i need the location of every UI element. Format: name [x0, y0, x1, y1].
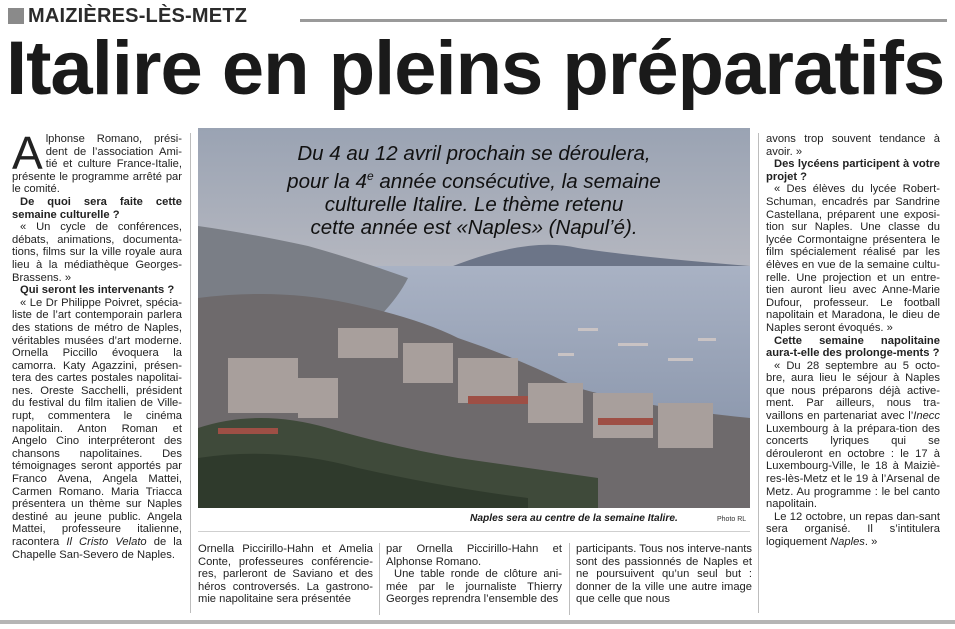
question-1: De quoi sera faite cette semaine culturelle ? [12, 195, 182, 221]
answer-4-pre: « Du 28 septembre au 5 octo-bre, aura lieu le séjour à Naples que nous préparons déjà active-ment. Par ailleurs, nous tra-vaillons en partenariat avec l’ [766, 359, 940, 423]
answer-3: « Des élèves du lycée Robert-Schuman, encadrés par Sandrine Castellana, préparent une exposi-tion sur Naples. Une classe du lycée Cormontaigne présentera le film spécialement réalisé par les élèves en vue de la semaine cultu-relle. Une projection et un entre-tien auront lieu avec Anne-Marie Dufour, professeur. Le football napolitain et Maradona, le dieu de Naples seront évoqués. » [766, 183, 940, 334]
photo [198, 128, 750, 508]
overlay-line-2-post: année consécutive, la semaine [373, 170, 661, 193]
photo-overlay-text [198, 142, 750, 239]
column-rule [379, 543, 380, 615]
column-4-text: participants. Tous nos interve-nants sont des passionnés de Naples et ne poursuivent qu’un seul but : donner de la ville une autre image que celle que nous [576, 543, 752, 606]
answer-4-post: Luxembourg à la prépara-tion des concerts lyriques qui se dérouleront en octobre : le 17 à Luxembourg-Ville, le 18 à Maiziè-res-lès-Metz et le 19 à l’Arsenal de Metz. Au programme : le bel canto napolitain. [766, 422, 940, 511]
intro-text: lphonse Romano, prési-dent de l’association Ami-tié et culture France-Italie, présente le programme arrêté par le comité. [12, 133, 182, 196]
question-3: Des lycéens participent à votre projet ? [766, 158, 940, 183]
column-2-text: Ornella Piccirillo-Hahn et Amelia Conte, professeures conférencie-res, parleront de Saviano et des héros controversés. La gastrono-mie napolitaine sera présentée [198, 543, 373, 606]
column-3-text-2: Une table ronde de clôture ani-mée par le journaliste Thierry Georges reprendra l’ensemble des [386, 568, 562, 606]
headline: Italire en pleins préparatifs [6, 26, 945, 111]
kicker-text: MAIZIÈRES-LÈS-METZ [28, 5, 248, 27]
column-rule [569, 543, 570, 615]
article-column-5 [766, 133, 940, 549]
answer-2-end: de la Chapelle San-Severo de Naples. [12, 536, 182, 561]
answer-1: « Un cycle de conférences, débats, animations, documenta-tions, films sur la ville royale aura lieu à la médiathèque Georges-Brassens. » [12, 221, 182, 284]
caption-rule [198, 531, 750, 532]
answer-5 [766, 511, 940, 549]
question-2: Qui seront les intervenants ? [20, 284, 175, 297]
article-column-1 [12, 127, 182, 561]
photo-credit: Photo RL [717, 516, 747, 523]
column-5-intro: avons trop souvent tendance à avoir. » [766, 133, 940, 158]
overlay-line-2-sup: e [366, 169, 374, 183]
article-column-2 [198, 543, 373, 606]
overlay-line-1: Du 4 au 12 avril prochain se déroulera, [297, 142, 651, 165]
column-rule [190, 133, 191, 613]
article-column-3 [386, 543, 562, 606]
answer-5-pre: Le 12 octobre, un repas dan-sant sera organisé. Il s’intitulera logiquement [766, 510, 940, 548]
overlay-line-2 [198, 165, 750, 193]
question-4: Cette semaine napolitaine aura-t-elle des prolonge-ments ? [766, 334, 940, 360]
overlay-line-3: culturelle Italire. Le thème retenu [324, 193, 624, 216]
article-column-4 [576, 543, 752, 606]
kicker-rule [300, 19, 947, 22]
answer-4-italic: Inecc [913, 410, 940, 423]
bottom-rule [0, 620, 955, 624]
column-rule [758, 133, 759, 613]
kicker-square-icon [8, 8, 24, 24]
intro-paragraph [12, 127, 182, 196]
column-3-text-1: par Ornella Piccirillo-Hahn et Alphonse Romano. [386, 543, 562, 568]
answer-4 [766, 360, 940, 511]
answer-2-text: « Le Dr Philippe Poivret, spécia-liste de l’art contemporain parlera des stations de métro de Naples, véritables musées d’art moderne. Ornella Piccillo évoquera la camorra. Katy Agazzini, présen-tera des cartes postales napolitai-nes. Oreste Sacchelli, président du festival du film italien de Ville-rupt, commentera le cinéma napolitain. Anton Roman et Angelo Cino interpréteront des chansons napolitaines. Des témoignages seront apportés par Franco Avena, Angela Mattei, Carmen Romano. Maria Triacca présentera un thème sur Naples destiné au jeune public. Angela Mattei, professeure italienne, racontera [12, 296, 182, 548]
answer-5-italic: Naples [830, 536, 865, 548]
photo-caption: Naples sera au centre de la semaine Italire. [470, 513, 678, 524]
answer-2-italic: Il Cristo Velato [66, 536, 147, 548]
dropcap: A [12, 127, 43, 179]
overlay-line-2-pre: pour la 4 [287, 170, 367, 193]
answer-5-post: . » [864, 536, 878, 548]
overlay-line-4: cette année est «Naples» (Napul’é). [310, 216, 638, 239]
answer-2 [12, 297, 182, 561]
